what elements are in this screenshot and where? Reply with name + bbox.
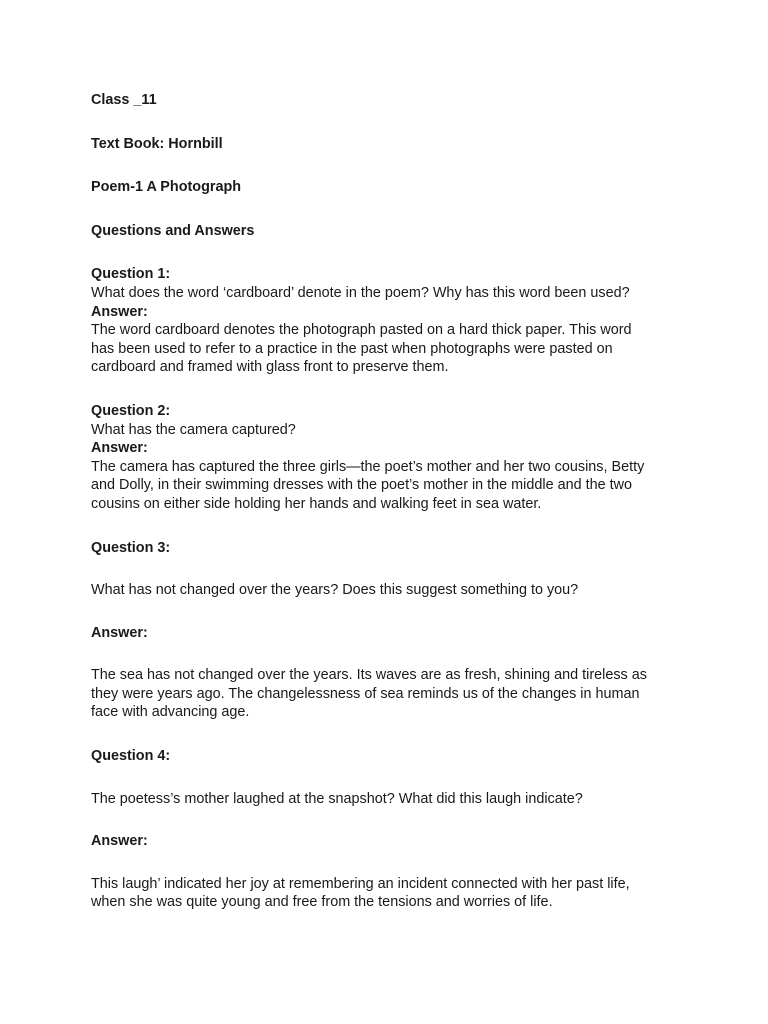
answer-label: Answer: <box>91 440 148 457</box>
answer-line: The sea has not changed over the years. Its waves are as fresh, shining and tireless as <box>91 667 647 684</box>
answer-line: cardboard and framed with glass front to preserve them. <box>91 359 449 376</box>
question-block-1 <box>91 265 681 377</box>
answer-line: The camera has captured the three girls—the poet’s mother and her two cousins, Betty <box>91 458 645 475</box>
answer-line: This laugh’ indicated her joy at remembering an incident connected with her past life, <box>91 875 630 892</box>
answer-label: Answer: <box>91 624 148 641</box>
poem-heading: Poem-1 A Photograph <box>91 179 242 196</box>
answer-line: they were years ago. The changelessness of sea reminds us of the changes in human <box>91 685 640 702</box>
section-heading: Questions and Answers <box>91 222 255 239</box>
question-text: What has not changed over the years? Does this suggest something to you? <box>91 582 579 599</box>
answer-line: cousins on either side holding her hands and walking feet in sea water. <box>91 495 542 512</box>
answer-line: face with advancing age. <box>91 704 250 721</box>
textbook-heading: Text Book: Hornbill <box>91 135 223 152</box>
answer-label: Answer: <box>91 833 148 850</box>
answer-line: has been used to refer to a practice in the past when photographs were pasted on <box>91 340 613 357</box>
answer-line: and Dolly, in their swimming dresses with the poet’s mother in the middle and the two <box>91 477 632 494</box>
answer-label: Answer: <box>91 303 148 320</box>
question-label: Question 1: <box>91 266 171 283</box>
question-block-3 <box>91 539 681 723</box>
answer-line: when she was quite young and free from the tensions and worries of life. <box>91 894 553 911</box>
question-block-4 <box>91 747 681 912</box>
question-label: Question 3: <box>91 539 171 556</box>
class-heading: Class _11 <box>91 92 157 108</box>
question-label: Question 2: <box>91 402 171 419</box>
answer-line: The word cardboard denotes the photograph pasted on a hard thick paper. This word <box>91 322 632 339</box>
question-block-2 <box>91 402 681 514</box>
question-label: Question 4: <box>91 748 171 765</box>
question-text: The poetess’s mother laughed at the snapshot? What did this laugh indicate? <box>91 790 583 807</box>
question-text: What does the word ‘cardboard’ denote in the poem? Why has this word been used? <box>91 284 630 301</box>
document-page <box>91 91 681 912</box>
question-text: What has the camera captured? <box>91 421 296 438</box>
